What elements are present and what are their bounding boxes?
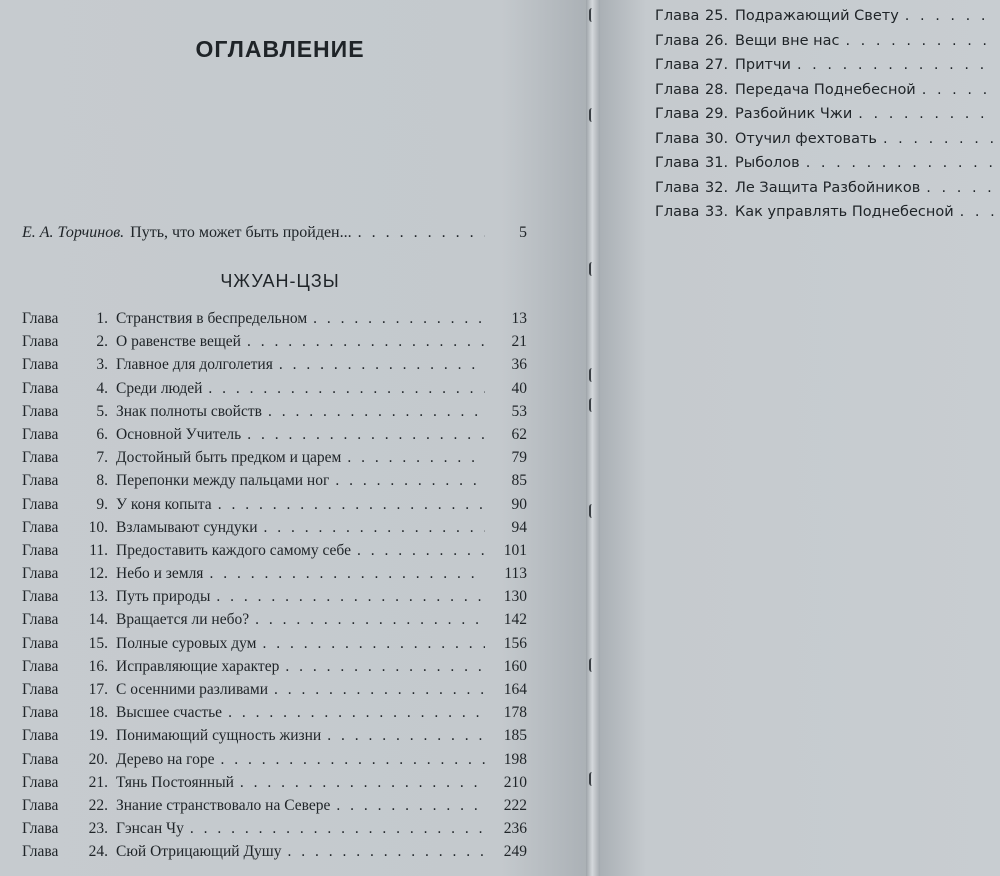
leader-dots (336, 797, 485, 815)
chapter-title: Странствия в беспредельном (116, 310, 308, 327)
toc-row (655, 33, 1000, 58)
toc-row (22, 310, 527, 333)
stitch-mark (589, 658, 598, 672)
chapter-label: Глава (655, 57, 700, 73)
toc-row (655, 106, 1000, 131)
leader-dots (313, 310, 485, 328)
chapter-number: 17. (88, 681, 108, 698)
chapter-page: 53 (511, 402, 527, 420)
chapter-page: 40 (511, 379, 527, 397)
chapter-title: Вещи вне нас (735, 32, 840, 49)
chapter-label: Глава (22, 541, 59, 559)
toc-row (22, 449, 527, 472)
chapter-number: 1. (96, 310, 108, 327)
chapter-title: О равенстве вещей (116, 333, 241, 351)
chapter-label: Глава (655, 179, 700, 196)
chapter-page: 236 (503, 820, 527, 838)
chapter-label: Глава (655, 155, 700, 171)
chapter-label: Глава (22, 379, 59, 397)
chapter-title: Взламывают сундуки (116, 518, 258, 536)
chapter-number: 10. (88, 518, 108, 536)
chapter-page: 90 (511, 495, 527, 513)
leader-dots (858, 106, 994, 122)
chapter-number: 19. (88, 727, 108, 745)
chapter-title: Исправляющие характер (116, 657, 280, 675)
chapter-number: 14. (88, 611, 108, 629)
toc-heading: ОГЛАВЛЕНИЕ (195, 36, 365, 62)
chapter-title: С осенними разливами (116, 681, 269, 698)
toc-row (22, 751, 527, 774)
chapter-number: 30. (705, 130, 729, 147)
leader-dots (216, 588, 485, 606)
chapter-label: Глава (22, 588, 59, 606)
chapter-label: Глава (22, 356, 59, 374)
chapter-page: 164 (503, 681, 527, 698)
chapter-page: 13 (511, 310, 527, 327)
chapter-label: Глава (22, 333, 59, 351)
chapter-label: Глава (655, 130, 700, 147)
toc-row (655, 82, 1000, 107)
chapter-title: Гэнсан Чу (116, 820, 184, 838)
chapter-number: 15. (88, 634, 108, 652)
chapter-number: 2. (96, 333, 108, 351)
leader-dots (279, 356, 485, 374)
toc-row (655, 180, 1000, 205)
leader-dots (357, 542, 485, 560)
leader-dots (285, 658, 485, 676)
chapter-title: Знание странствовало на Севере (116, 796, 331, 814)
chapter-label: Глава (655, 81, 700, 98)
toc-row (22, 681, 527, 704)
chapter-number: 24. (88, 843, 108, 861)
toc-row (22, 403, 527, 426)
chapter-page: 36 (511, 356, 527, 374)
chapter-title: Тянь Постоянный (116, 773, 234, 791)
chapter-number: 8. (96, 472, 108, 490)
toc-row (22, 704, 527, 727)
leader-dots (208, 380, 485, 398)
toc-row (22, 635, 527, 658)
chapter-title: У коня копыта (116, 495, 212, 513)
toc-row (22, 843, 527, 866)
toc-row (22, 333, 527, 356)
chapter-title: Основной Учитель (116, 425, 242, 443)
chapter-label: Глава (22, 657, 59, 675)
toc-list-right (655, 8, 1000, 229)
leader-dots (262, 635, 485, 653)
toc-row (655, 57, 1000, 82)
stitch-mark (589, 398, 598, 412)
leader-dots (255, 611, 485, 629)
toc-row (22, 496, 527, 519)
intro-entry (22, 224, 527, 248)
chapter-title: Понимающий сущность жизни (116, 727, 322, 745)
chapter-page: 178 (503, 704, 527, 722)
chapter-number: 16. (88, 657, 108, 675)
chapter-number: 26. (705, 32, 729, 49)
toc-row (655, 204, 1000, 229)
chapter-page: 130 (503, 588, 527, 606)
leader-dots (797, 57, 994, 73)
chapter-number: 25. (705, 8, 729, 24)
leader-dots (358, 224, 485, 242)
toc-list-left (22, 310, 527, 867)
chapter-number: 32. (705, 179, 729, 196)
chapter-number: 29. (705, 106, 729, 122)
toc-row (22, 426, 527, 449)
toc-row (22, 356, 527, 379)
chapter-page: 160 (503, 657, 527, 675)
stitch-mark (589, 504, 598, 518)
chapter-number: 9. (96, 495, 108, 513)
leader-dots (240, 774, 485, 792)
chapter-label: Глава (22, 310, 59, 327)
chapter-title: Достойный быть предком и царем (116, 449, 342, 467)
toc-row (22, 658, 527, 681)
chapter-page: 79 (511, 449, 527, 467)
chapter-page: 222 (503, 796, 527, 814)
chapter-label: Глава (655, 106, 700, 122)
leader-dots (883, 131, 994, 147)
chapter-page: 101 (503, 541, 527, 559)
chapter-label: Глава (22, 425, 59, 443)
chapter-number: 4. (96, 379, 108, 397)
chapter-number: 28. (705, 81, 729, 98)
chapter-page: 62 (511, 425, 527, 443)
toc-row (655, 8, 1000, 33)
chapter-number: 3. (96, 356, 108, 374)
leader-dots (327, 727, 485, 745)
chapter-page: 210 (503, 773, 527, 791)
chapter-title: Как управлять Поднебесной (735, 204, 954, 220)
chapter-title: Предоставить каждого самому себе (116, 541, 351, 559)
leader-dots (926, 180, 994, 196)
chapter-title: Перепонки между пальцами ног (116, 472, 330, 490)
book-spine (586, 0, 600, 876)
leader-dots (845, 33, 994, 49)
chapter-page: 21 (511, 333, 527, 351)
leader-dots (905, 8, 994, 24)
stitch-mark (589, 8, 598, 22)
chapter-label: Глава (655, 204, 700, 220)
chapter-number: 20. (88, 750, 108, 768)
chapter-number: 22. (88, 796, 108, 814)
chapter-label: Глава (22, 704, 59, 722)
leader-dots (806, 155, 994, 171)
chapter-title: Подражающий Свету (735, 8, 899, 24)
chapter-title: Ле Защита Разбойников (735, 179, 921, 196)
chapter-title: Рыболов (735, 155, 800, 171)
chapter-title: Среди людей (116, 379, 203, 397)
chapter-title: Сюй Отрицающий Душу (116, 843, 282, 861)
chapter-number: 13. (88, 588, 108, 606)
chapter-page: 198 (503, 750, 527, 768)
chapter-title: Небо и земля (116, 565, 204, 583)
chapter-page: 85 (511, 472, 527, 490)
toc-row (22, 542, 527, 565)
section-title: ЧЖУАН-ЦЗЫ (220, 271, 340, 291)
chapter-title: Притчи (735, 57, 791, 73)
intro-title: Путь, что может быть пройден... (130, 224, 352, 241)
chapter-number: 12. (88, 565, 108, 583)
chapter-number: 6. (96, 425, 108, 443)
chapter-number: 11. (89, 541, 108, 559)
chapter-page: 185 (503, 727, 527, 745)
chapter-label: Глава (22, 402, 59, 420)
toc-row (22, 565, 527, 588)
chapter-label: Глава (22, 565, 59, 583)
toc-row (22, 774, 527, 797)
chapter-page: 156 (503, 634, 527, 652)
chapter-number: 31. (705, 155, 729, 171)
leader-dots (347, 449, 485, 467)
chapter-page: 249 (503, 843, 527, 861)
chapter-title: Высшее счастье (116, 704, 223, 722)
chapter-label: Глава (22, 750, 59, 768)
chapter-label: Глава (22, 681, 59, 698)
stitch-mark (589, 262, 598, 276)
intro-author: Е. А. Торчинов. (22, 224, 125, 241)
chapter-label: Глава (22, 727, 59, 745)
chapter-title: Знак полноты свойств (116, 402, 262, 420)
chapter-title: Путь природы (116, 588, 211, 606)
stitch-mark (589, 108, 598, 122)
chapter-title: Полные суровых дум (116, 634, 257, 652)
chapter-label: Глава (22, 611, 59, 629)
chapter-label: Глава (22, 820, 59, 838)
chapter-number: 7. (96, 449, 108, 467)
chapter-label: Глава (655, 8, 700, 24)
chapter-title: Отучил фехтовать (735, 130, 877, 147)
leader-dots (209, 565, 485, 583)
stitch-mark (589, 368, 598, 382)
toc-row (22, 611, 527, 634)
chapter-number: 27. (705, 57, 729, 73)
chapter-title: Вращается ли небо? (116, 611, 250, 629)
leader-dots (274, 681, 485, 699)
chapter-page: 113 (504, 565, 527, 583)
chapter-number: 5. (96, 402, 108, 420)
toc-row (22, 727, 527, 750)
leader-dots (190, 820, 485, 838)
stitch-mark (589, 772, 598, 786)
leader-dots (264, 519, 486, 537)
chapter-title: Главное для долголетия (116, 356, 273, 374)
toc-row (22, 380, 527, 403)
toc-row (22, 472, 527, 495)
chapter-number: 21. (88, 773, 108, 791)
chapter-label: Глава (22, 796, 59, 814)
chapter-label: Глава (22, 634, 59, 652)
toc-row (22, 820, 527, 843)
toc-row (22, 519, 527, 542)
chapter-label: Глава (22, 472, 59, 490)
chapter-label: Глава (22, 773, 59, 791)
chapter-page: 142 (503, 611, 527, 629)
chapter-label: Глава (655, 32, 700, 49)
leader-dots (247, 333, 485, 351)
chapter-label: Глава (22, 495, 59, 513)
chapter-number: 23. (88, 820, 108, 838)
chapter-title: Дерево на горе (116, 750, 215, 768)
intro-page-number: 5 (519, 224, 527, 241)
chapter-title: Передача Поднебесной (735, 81, 916, 98)
toc-row (22, 797, 527, 820)
toc-row (655, 155, 1000, 180)
leader-dots (221, 751, 485, 769)
leader-dots (247, 426, 485, 444)
chapter-number: 18. (88, 704, 108, 722)
chapter-title: Разбойник Чжи (735, 106, 853, 122)
leader-dots (228, 704, 485, 722)
chapter-page: 94 (511, 518, 527, 536)
chapter-label: Глава (22, 843, 59, 861)
leader-dots (335, 472, 485, 490)
chapter-label: Глава (22, 518, 59, 536)
toc-row (22, 588, 527, 611)
leader-dots (268, 403, 485, 421)
chapter-number: 33. (705, 204, 729, 220)
leader-dots (287, 843, 485, 861)
toc-row (655, 131, 1000, 156)
leader-dots (218, 496, 485, 514)
leader-dots (960, 204, 994, 220)
leader-dots (922, 82, 994, 98)
chapter-label: Глава (22, 449, 59, 467)
